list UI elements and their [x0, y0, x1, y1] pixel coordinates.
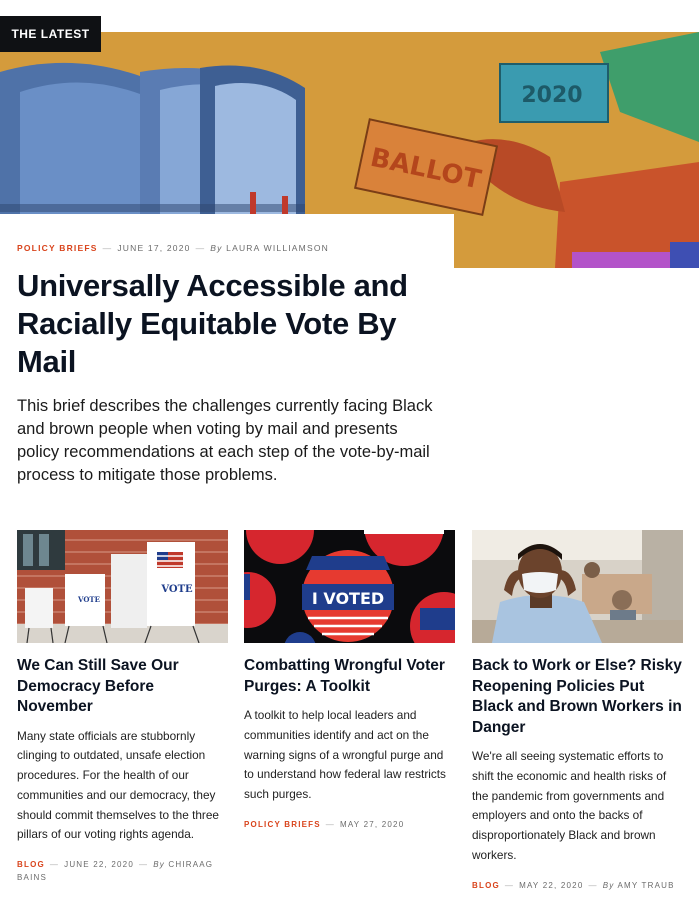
- featured-description: This brief describes the challenges currently facing Black and brown people when voting by mail and presents policy recommendations at each step of the vote-by-mail process to mitigate those problems.: [17, 396, 433, 484]
- card-title[interactable]: Combatting Wrongful Voter Purges: A Toolkit: [244, 657, 445, 695]
- featured-meta: POLICY BRIEFS — JUNE 17, 2020 — By LAURA WILLIAMSON: [17, 243, 329, 253]
- ballot-text: BALLOT: [367, 142, 484, 196]
- card-image[interactable]: [472, 530, 683, 643]
- card-description: Many state officials are stubbornly clinging to outdated, unsafe election procedures. For the health of our communities and our democracy, they should commit themselves to the three pillars of our voting rights agenda.: [17, 728, 219, 842]
- card-image[interactable]: [244, 530, 455, 643]
- category-link[interactable]: POLICY BRIEFS: [17, 243, 98, 253]
- category-link[interactable]: BLOG: [17, 860, 45, 870]
- by-label: By: [210, 243, 223, 253]
- card-image[interactable]: [17, 530, 228, 643]
- featured-article[interactable]: [0, 214, 454, 504]
- card-meta: BLOG — JUNE 22, 2020 — By CHIRAAG BAINS: [17, 860, 214, 883]
- card-meta: POLICY BRIEFS — MAY 27, 2020: [244, 819, 405, 829]
- author-link[interactable]: LAURA WILLIAMSON: [226, 243, 329, 253]
- author-link[interactable]: CHIRAAG BAINS: [17, 860, 214, 883]
- article-card[interactable]: [244, 530, 455, 831]
- card-description: A toolkit to help local leaders and communities identify and act on the warning signs of a wrongful purge and to understand how federal law restricts such purges.: [244, 708, 446, 802]
- article-date: JUNE 22, 2020: [64, 860, 134, 870]
- i-voted-text: I VOTED: [311, 589, 385, 608]
- featured-title[interactable]: Universally Accessible and Racially Equitable Vote By Mail: [17, 267, 408, 379]
- svg-text:VOTE: VOTE: [78, 595, 100, 604]
- author-link[interactable]: AMY TRAUB: [617, 880, 675, 890]
- by-label: By: [153, 860, 165, 870]
- card-title[interactable]: Back to Work or Else? Risky Reopening Policies Put Black and Brown Workers in Danger: [472, 657, 682, 736]
- category-link[interactable]: BLOG: [472, 880, 500, 890]
- card-description: We're all seeing systematic efforts to shift the economic and health risks of the pandemic from governments and employers and onto the backs of disproportionately Black and brown workers.: [472, 749, 667, 862]
- article-date: JUNE 17, 2020: [117, 243, 191, 253]
- article-card[interactable]: [472, 530, 683, 892]
- article-date: MAY 22, 2020: [519, 880, 584, 890]
- card-meta: BLOG — MAY 22, 2020 — By AMY TRAUB: [472, 880, 675, 890]
- card-title[interactable]: We Can Still Save Our Democracy Before November: [17, 657, 179, 715]
- by-label: By: [602, 880, 615, 890]
- vote-sign-text: VOTE: [161, 584, 193, 595]
- article-card[interactable]: [17, 530, 228, 884]
- year-text: 2020: [521, 83, 583, 108]
- section-tag[interactable]: THE LATEST: [0, 16, 101, 52]
- category-link[interactable]: POLICY BRIEFS: [244, 819, 321, 829]
- article-date: MAY 27, 2020: [340, 819, 405, 829]
